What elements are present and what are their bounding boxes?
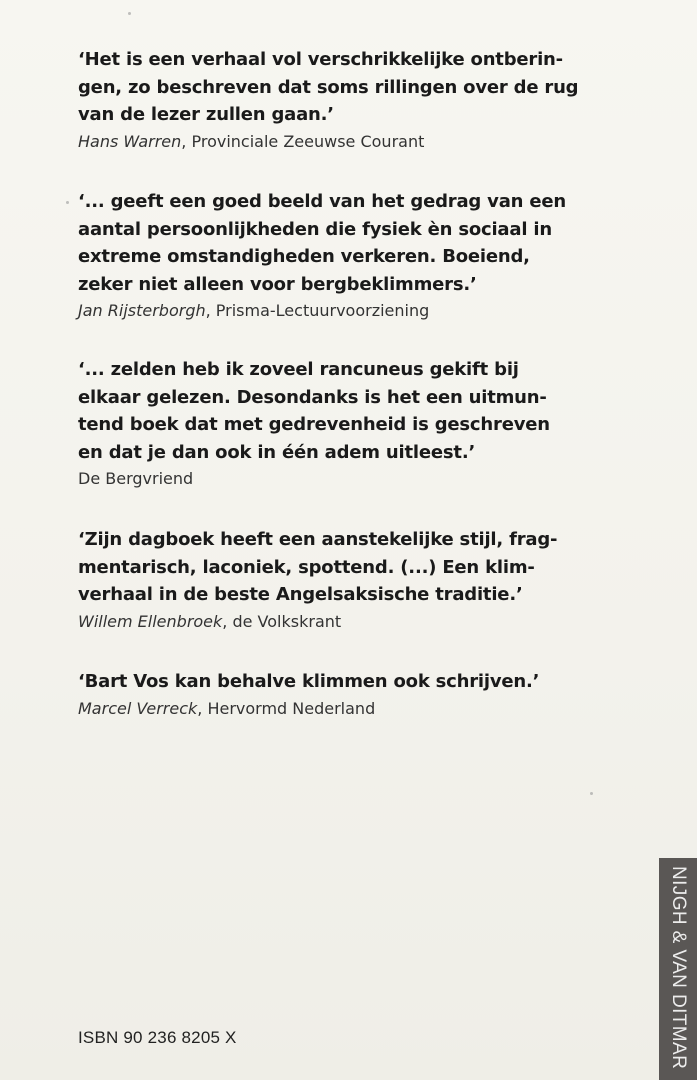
review-5 <box>78 668 598 720</box>
review-3 <box>78 356 598 490</box>
review-author: Hans Warren <box>78 131 182 151</box>
review-4 <box>78 526 598 633</box>
quote-line: ‘... zelden heb ik zoveel rancuneus gekift bij <box>78 359 519 380</box>
print-speck <box>590 792 593 795</box>
review-publication: , Provinciale Zeeuwse Courant <box>181 131 425 151</box>
review-source <box>78 611 598 633</box>
review-publication: , Prisma-Lectuurvoorziening <box>205 301 430 320</box>
review-publication: , de Volkskrant <box>222 611 342 631</box>
quote-line: extreme omstandigheden verkeren. Boeiend, <box>78 246 530 267</box>
print-speck <box>128 12 131 15</box>
quote-line: elkaar gelezen. Desondanks is het een uitmun- <box>78 386 547 408</box>
review-1 <box>78 46 598 153</box>
review-source <box>78 300 598 322</box>
review-author: Marcel Verreck <box>78 698 198 718</box>
quote-line: van de lezer zullen gaan.’ <box>78 104 334 125</box>
print-speck <box>66 201 69 204</box>
quote-line: verhaal in de beste Angelsaksische traditie.’ <box>78 584 523 605</box>
review-source <box>78 468 598 490</box>
review-quote <box>78 46 598 129</box>
review-author: Willem Ellenbroek <box>78 611 223 631</box>
review-publication: , Hervormd Nederland <box>197 698 376 718</box>
review-source <box>78 131 598 153</box>
review-2 <box>78 188 598 322</box>
review-quote <box>78 526 598 609</box>
review-source <box>78 698 598 720</box>
quote-line: ‘... geeft een goed beeld van het gedrag van een <box>78 191 566 212</box>
review-quote <box>78 668 598 696</box>
review-author: Jan Rijsterborgh <box>78 301 206 320</box>
review-publication: De Bergvriend <box>78 469 194 488</box>
quote-line: zeker niet alleen voor bergbeklimmers.’ <box>78 273 477 295</box>
quote-line: gen, zo beschreven dat soms rillingen over de rug <box>78 76 579 98</box>
review-quote <box>78 188 598 298</box>
quote-line: ‘Bart Vos kan behalve klimmen ook schrijven.’ <box>78 671 540 692</box>
publisher-spine-strip <box>659 858 697 1080</box>
review-quote <box>78 356 598 466</box>
quote-line: mentarisch, laconiek, spottend. (...) Een klim- <box>78 556 535 578</box>
quote-line: en dat je dan ook in één adem uitleest.’ <box>78 441 476 463</box>
isbn-number: ISBN 90 236 8205 X <box>78 1028 237 1047</box>
quote-line: aantal persoonlijkheden die fysiek èn sociaal in <box>78 218 552 240</box>
publisher-name: NIJGH & VAN DITMAR <box>668 866 689 1070</box>
quote-line: tend boek dat met gedrevenheid is geschreven <box>78 414 550 435</box>
quote-line: ‘Zijn dagboek heeft een aanstekelijke stijl, frag- <box>78 529 558 550</box>
quote-line: ‘Het is een verhaal vol verschrikkelijke ontberin- <box>78 49 563 70</box>
